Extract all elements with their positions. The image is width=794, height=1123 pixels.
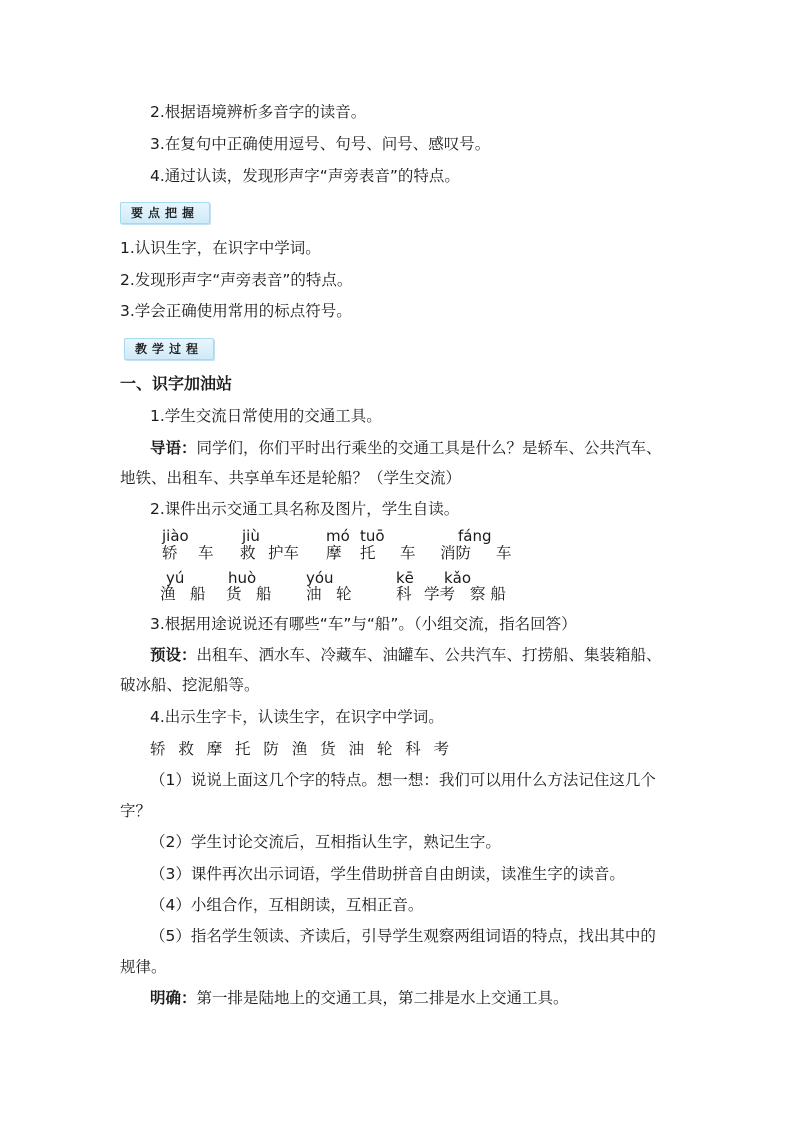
- hanzi: 货: [226, 585, 242, 603]
- step-3: 3.根据用途说说还有哪些“车”与“船”。（小组交流，指名回答）: [150, 615, 577, 633]
- hanzi: 轿: [162, 544, 178, 562]
- pinyin: jiù: [242, 527, 260, 545]
- pinyin: jiào: [162, 527, 189, 545]
- hanzi: 船: [256, 585, 272, 603]
- section-heading: 一、识字加油站: [120, 374, 233, 393]
- preset-line2: 破冰船、挖泥船等。: [120, 676, 260, 694]
- character-list: 轿 救 摩 托 防 渔 货 油 轮 科 考: [150, 740, 451, 758]
- keypoint-1: 1.认识生字，在识字中学词。: [120, 239, 321, 257]
- guide-text: 同学们，你们平时出行乘坐的交通工具是什么？是轿车、公共汽车、: [196, 439, 662, 457]
- process-badge: 教学过程: [124, 338, 214, 360]
- sub-item-3: （3）课件再次出示词语，学生借助拼音自由朗读，读准生字的读音。: [150, 865, 625, 883]
- guide-label: 导语：: [150, 439, 197, 457]
- hanzi: 护车: [268, 544, 300, 562]
- guide-paragraph-line1: [150, 438, 662, 458]
- pinyin: kǎo: [444, 569, 472, 587]
- hanzi: 车: [198, 544, 214, 562]
- hanzi: 察 船: [470, 585, 506, 603]
- sub-item-1a: （1）说说上面这几个字的特点。想一想：我们可以用什么方法记住这几个: [150, 771, 656, 789]
- hanzi: 车: [400, 544, 416, 562]
- hanzi: 船: [190, 585, 206, 603]
- sub-item-1b: 字？: [120, 802, 152, 820]
- hanzi: 轮: [336, 585, 352, 603]
- guide-paragraph-line2: 地铁、出租车、共享单车还是轮船？（学生交流）: [120, 469, 462, 487]
- step-1: 1.学生交流日常使用的交通工具。: [150, 407, 382, 425]
- hanzi: 摩: [326, 544, 342, 562]
- sub-item-4: （4）小组合作，互相朗读，互相正音。: [150, 896, 424, 914]
- pinyin: huò: [228, 569, 257, 587]
- step-4: 4.出示生字卡，认读生字，在识字中学词。: [150, 708, 444, 726]
- hanzi: 学考: [424, 585, 456, 603]
- pinyin: fáng: [458, 527, 492, 545]
- step-2: 2.课件出示交通工具名称及图片，学生自读。: [150, 500, 460, 518]
- intro-goal-3: 3.在复句中正确使用逗号、句号、问号、感叹号。: [150, 135, 491, 153]
- intro-goal-2: 2.根据语境辨析多音字的读音。: [150, 103, 367, 121]
- pinyin: tuō: [360, 527, 385, 545]
- clarify-text: 第一排是陆地上的交通工具，第二排是水上交通工具。: [196, 989, 569, 1007]
- hanzi: 油: [306, 585, 322, 603]
- keypoint-2: 2.发现形声字“声旁表音”的特点。: [120, 271, 353, 289]
- clarify-label: 明确：: [150, 989, 197, 1007]
- pinyin: yóu: [306, 569, 334, 587]
- hanzi: 救: [240, 544, 256, 562]
- pinyin: yú: [166, 569, 185, 587]
- hanzi: 托: [360, 544, 376, 562]
- preset-line1: [150, 645, 662, 665]
- intro-goal-4: 4.通过认读，发现形声字“声旁表音”的特点。: [150, 167, 460, 185]
- hanzi: 车: [496, 544, 512, 562]
- keypoints-badge: 要点把握: [120, 202, 210, 224]
- pinyin: mó: [326, 527, 350, 545]
- hanzi: 科: [396, 585, 412, 603]
- clarify-line: [150, 988, 569, 1008]
- sub-item-5a: （5）指名学生领读、齐读后，引导学生观察两组词语的特点，找出其中的: [150, 927, 656, 945]
- sub-item-2: （2）学生讨论交流后，互相指认生字，熟记生字。: [150, 833, 501, 851]
- hanzi: 渔: [160, 585, 176, 603]
- keypoint-3: 3.学会正确使用常用的标点符号。: [120, 302, 352, 320]
- pinyin: kē: [396, 569, 414, 587]
- hanzi: 消防: [440, 544, 472, 562]
- sub-item-5b: 规律。: [120, 958, 167, 976]
- preset-label: 预设：: [150, 646, 197, 664]
- preset-text: 出租车、洒水车、冷藏车、油罐车、公共汽车、打捞船、集装箱船、: [196, 646, 662, 664]
